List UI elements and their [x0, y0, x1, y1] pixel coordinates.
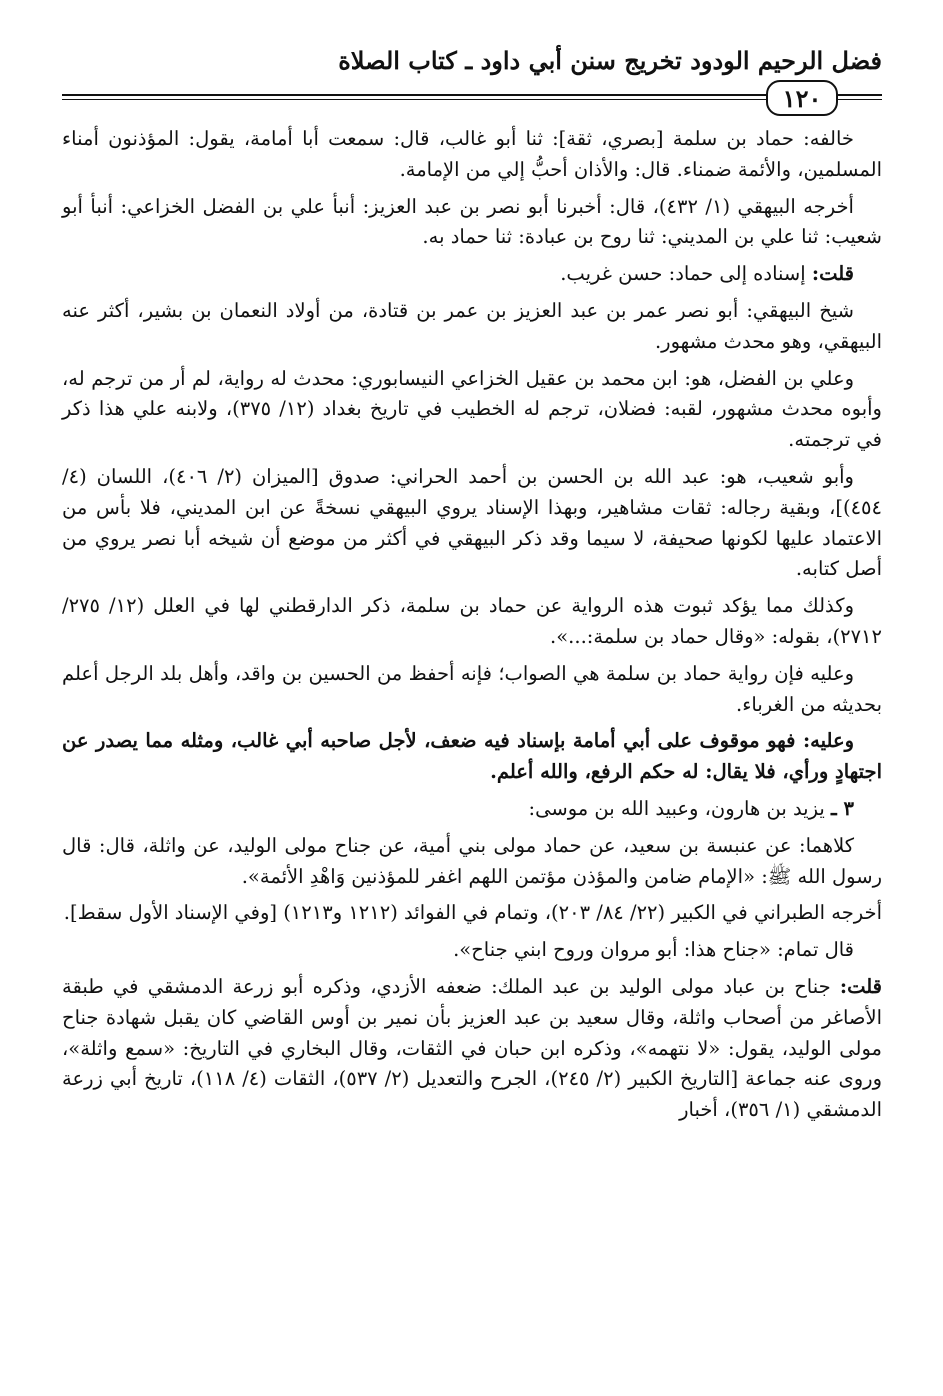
paragraph-7	[62, 591, 882, 653]
paragraph-lead: ٣ ـ	[831, 796, 854, 820]
paragraph-1	[62, 124, 882, 186]
paragraph-2	[62, 192, 882, 254]
paragraph-13	[62, 935, 882, 966]
paragraph-lead: قلت:	[811, 262, 854, 286]
paragraph-text: خالفه: حماد بن سلمة [بصري، ثقة]: ثنا أبو غالب، قال: سمعت أبا أمامة، يقول: المؤذنون أمناء المسلمين، والأئمة ضمناء. قال: والأذان أحبُّ إلي من الإمامة.	[62, 127, 882, 181]
paragraph-9	[62, 726, 882, 788]
paragraph-text: جناح بن عباد مولى الوليد بن عبد الملك: ضعفه الأزدي، وذكره أبو زرعة الدمشقي في طبقة الأصاغر من أصحاب واثلة، وقال سعيد بن عبد العزيز بأن نمير بن أوس القاضي كان يقبل شهادة جناح مولى الوليد، يقول: «لا نتهمه»، وذكره ابن حبان في الثقات، وقال البخاري في التاريخ: «سمع واثلة»، وروى عنه جماعة [التاريخ الكبير (٢/ ٢٤٥)، الجرح والتعديل (٢/ ٥٣٧)، الثقات (٤/ ١١٨)، تاريخ أبي زرعة الدمشقي (١/ ٣٥٦)، أخبار	[62, 974, 883, 1122]
paragraph-text: شيخ البيهقي: أبو نصر عمر بن عبد العزيز بن عمر بن قتادة، من أولاد النعمان بن بشير، أكثر عنه البيهقي، وهو محدث مشهور.	[62, 298, 882, 353]
paragraph-text: وكذلك مما يؤكد ثبوت هذه الرواية عن حماد بن سلمة، ذكر الدارقطني لها في العلل (١٢/ ٢٧٥/ ٢٧١٢)، بقوله: «وقال حماد بن سلمة:...».	[62, 594, 882, 648]
paragraph-11	[62, 831, 882, 893]
paragraph-text: كلاهما: عن عنبسة بن سعيد، عن حماد مولى بني أمية، عن جناح مولى الوليد، عن واثلة، قال: قال رسول الله ﷺ: «الإمام ضامن والمؤذن مؤتمن اللهم اغفر للمؤذنين وَاهْدِ الأئمة».	[62, 833, 882, 888]
paragraph-text: وعليه فإن رواية حماد بن سلمة هي الصواب؛ فإنه أحفظ من الحسين بن واقد، وأهل بلد الرجل أعلم بحديثه من الغرباء.	[62, 661, 882, 716]
page-number-badge	[766, 80, 838, 116]
paragraph-3	[62, 259, 882, 290]
paragraph-text: وأبو شعيب، هو: عبد الله بن الحسن بن أحمد الحراني: صدوق [الميزان (٢/ ٤٠٦)، اللسان (٤/ ٤٥٤)]، وبقية رجاله: ثقات مشاهير، وبهذا الإسناد يروي البيهقي نسخةً عن ابن المديني، فلا بأس من الاعتماد عليها لكونها صحيفة، لا سيما وقد ذكر البيهقي في أكثر من موضع أن شيخه أبا نصر يروي من أصل كتابه.	[62, 464, 882, 581]
paragraph-text: فهو موقوف على أبي أمامة بإسناد فيه ضعف، لأجل صاحبه أبي غالب، ومثله مما يصدر عن اجتهادٍ ورأي، فلا يقال: له حكم الرفع، والله أعلم.	[62, 729, 882, 784]
paragraph-text: وعلي بن الفضل، هو: ابن محمد بن عقيل الخزاعي النيسابوري: محدث له رواية، لم أر من ترجم له، وأبوه محدث مشهور، لقبه: فضلان، ترجم له الخطيب في تاريخ بغداد (١٢/ ٣٧٥)، ولابنه علي هذا ذكر في ترجمته.	[62, 366, 882, 452]
running-title: فضل الرحيم الودود تخريج سنن أبي داود ـ كتاب الصلاة	[338, 45, 882, 75]
paragraph-text: أخرجه الطبراني في الكبير (٢٢/ ٨٤/ ٢٠٣)، وتمام في الفوائد (١٢١٢ و١٢١٣) [وفي الإسناد الأول سقط].	[63, 901, 882, 925]
paragraph-text: يزيد بن هارون، وعبيد الله بن موسى:	[528, 796, 831, 820]
paragraph-12	[62, 898, 882, 929]
page-number: ١٢٠	[782, 83, 822, 113]
paragraph-8	[62, 659, 882, 721]
main-text	[62, 124, 882, 1126]
paragraph-lead: قلت:	[839, 974, 882, 998]
header-rule-thin-line	[62, 99, 882, 100]
paragraph-10	[62, 794, 882, 825]
paragraph-5	[62, 364, 882, 456]
paragraph-14	[62, 972, 882, 1126]
header-rule-thick-line	[62, 94, 882, 96]
book-page	[62, 40, 882, 1132]
header-rule	[62, 80, 882, 114]
paragraph-text: أخرجه البيهقي (١/ ٤٣٢)، قال: أخبرنا أبو نصر بن عبد العزيز: أنبأ علي بن الفضل الخزاعي: أنبأ أبو شعيب: ثنا علي بن المديني: ثنا روح بن عبادة: ثنا حماد به.	[62, 194, 882, 249]
paragraph-4	[62, 296, 882, 358]
paragraph-lead: وعليه:	[802, 729, 854, 753]
running-header	[62, 40, 882, 80]
paragraph-text: قال تمام: «جناح هذا: أبو مروان وروح ابني جناح».	[453, 938, 854, 962]
paragraph-text: إسناده إلى حماد: حسن غريب.	[560, 262, 812, 286]
paragraph-6	[62, 462, 882, 585]
